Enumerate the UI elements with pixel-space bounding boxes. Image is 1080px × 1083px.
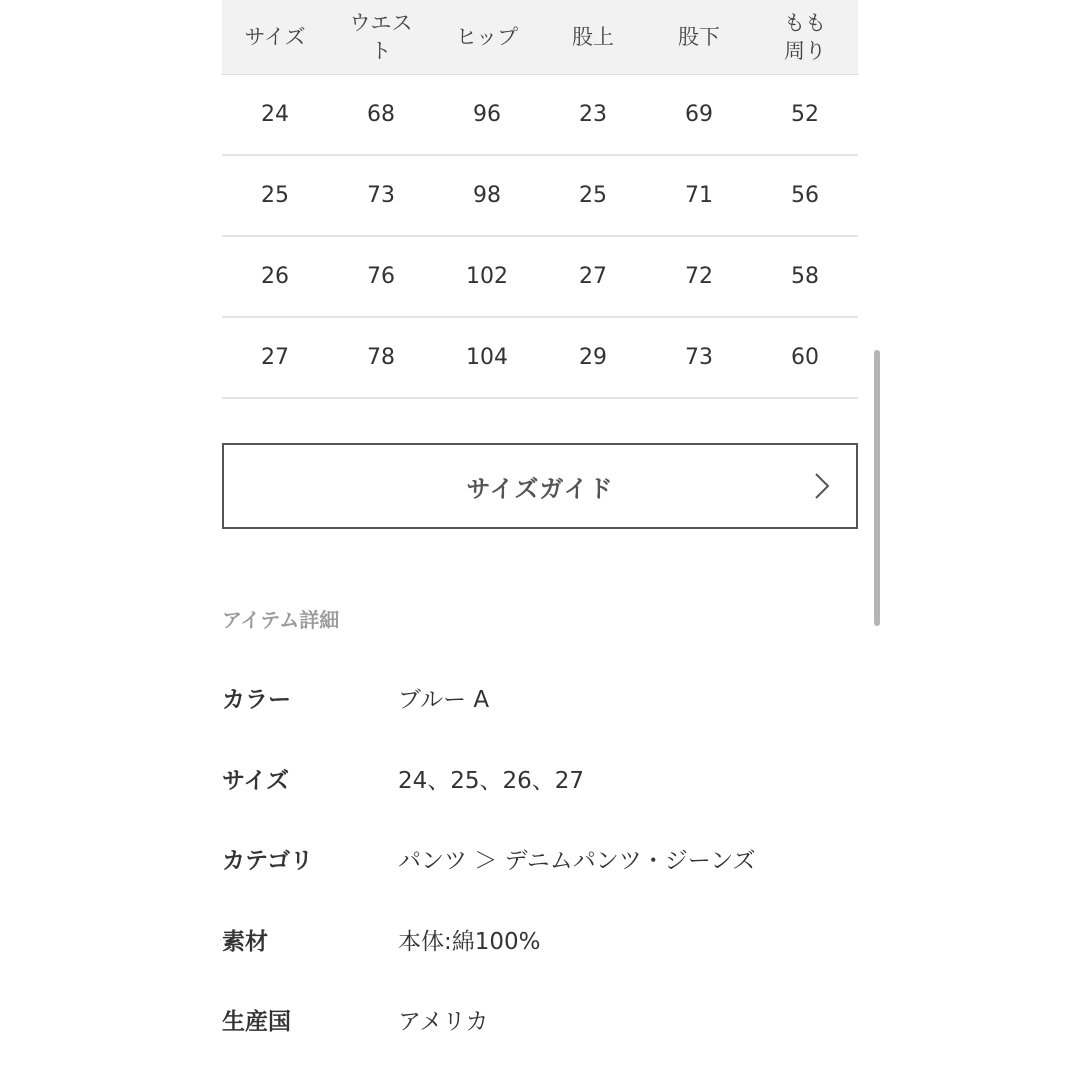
table-cell: 58 (752, 236, 858, 317)
table-row (222, 317, 858, 398)
scrollbar-thumb[interactable] (874, 350, 880, 626)
size-guide-button[interactable] (222, 443, 858, 529)
table-cell: 52 (752, 74, 858, 155)
detail-label: サイズ (222, 767, 290, 794)
table-cell: 23 (540, 74, 646, 155)
detail-label: カテゴリ (222, 848, 314, 874)
table-cell: 71 (646, 155, 752, 236)
detail-row-category (222, 841, 862, 922)
size-table-header-row (222, 0, 858, 74)
detail-label: カラー (222, 687, 291, 713)
table-row (222, 236, 858, 317)
detail-value: アメリカ (398, 1009, 489, 1035)
detail-value: 24、25、26、27 (398, 767, 585, 794)
table-cell: 78 (328, 317, 434, 398)
table-cell: 25 (540, 155, 646, 236)
table-cell: 102 (434, 236, 540, 317)
header-hip: ヒップ (434, 0, 540, 74)
table-cell: 29 (540, 317, 646, 398)
header-inseam: 股下 (646, 0, 752, 74)
table-cell: 104 (434, 317, 540, 398)
table-cell: 24 (222, 74, 328, 155)
detail-row-material (222, 922, 862, 1003)
table-cell: 27 (540, 236, 646, 317)
header-waist: ウエスト (328, 0, 434, 74)
table-cell: 73 (646, 317, 752, 398)
table-cell: 68 (328, 74, 434, 155)
table-cell: 72 (646, 236, 752, 317)
size-guide-label: サイズガイド (466, 474, 614, 503)
detail-value: 本体:綿100% (398, 928, 541, 955)
item-details-title: アイテム詳細 (222, 608, 340, 632)
table-cell: 98 (434, 155, 540, 236)
table-cell: 73 (328, 155, 434, 236)
table-cell: 26 (222, 236, 328, 317)
chevron-right-icon (812, 472, 832, 500)
size-table (222, 0, 858, 399)
size-table-header (222, 0, 858, 74)
detail-row-country (222, 1002, 862, 1083)
detail-row-color (222, 680, 862, 761)
header-rise: 股上 (540, 0, 646, 74)
detail-row-size (222, 761, 862, 842)
header-size: サイズ (222, 0, 328, 74)
table-row (222, 155, 858, 236)
header-thigh: もも周り (752, 0, 858, 74)
size-table-body (222, 74, 858, 398)
table-cell: 60 (752, 317, 858, 398)
detail-value: パンツ ＞ デニムパンツ・ジーンズ (398, 848, 756, 874)
detail-label: 生産国 (222, 1009, 291, 1035)
table-cell: 96 (434, 74, 540, 155)
table-row (222, 74, 858, 155)
detail-label: 素材 (222, 928, 268, 955)
table-cell: 25 (222, 155, 328, 236)
table-cell: 69 (646, 74, 752, 155)
table-cell: 76 (328, 236, 434, 317)
table-cell: 27 (222, 317, 328, 398)
item-details-list (222, 680, 862, 1083)
detail-value: ブルー A (398, 687, 490, 713)
table-cell: 56 (752, 155, 858, 236)
